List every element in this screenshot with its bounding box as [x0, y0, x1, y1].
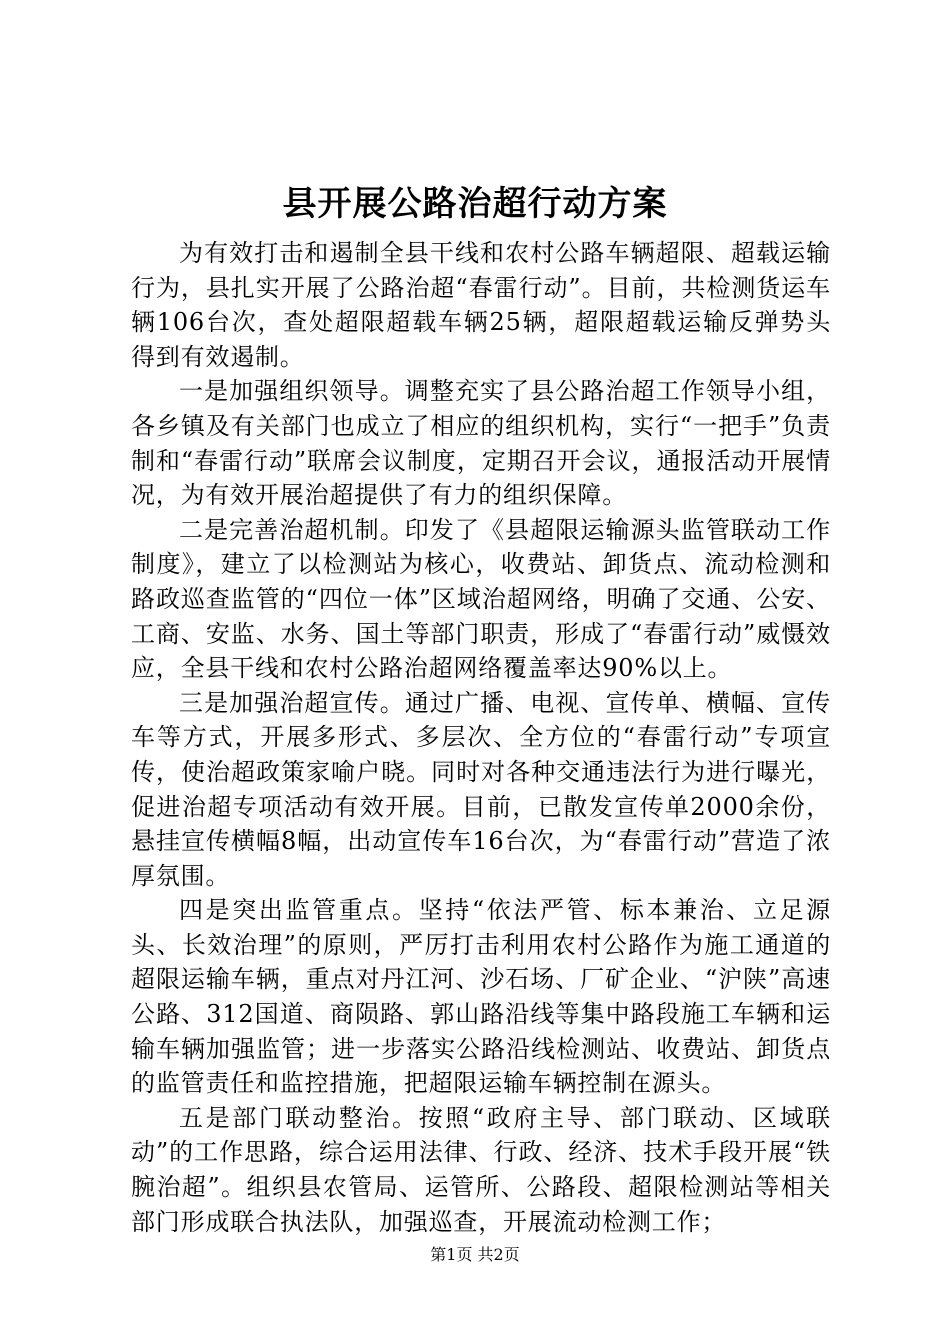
paragraph-mechanism: 二是完善治超机制。印发了《县超限运输源头监管联动工作制度》，建立了以检测站为核心，收费站、卸货点、流动检测和路政巡查监管的“四位一体”区域治超网络，明确了交通、公安、工商、安监、水务、国土等部门职责，形成了“春雷行动”威慑效应，全县干线和农村公路治超网络覆盖率达90%以上。: [131, 515, 831, 683]
document-body: [131, 236, 831, 1239]
paragraph-intro: 为有效打击和遏制全县干线和农村公路车辆超限、超载运输行为，县扎实开展了公路治超“春雷行动”。目前，共检测货运车辆106台次，查处超限超载车辆25辆，超限超载运输反弹势头得到有效遏制。: [131, 239, 831, 371]
paragraph-joint-action: 五是部门联动整治。按照“政府主导、部门联动、区域联动”的工作思路，综合运用法律、行政、经济、技术手段开展“铁腕治超”。组织县农管局、运管所、公路段、超限检测站等相关部门形成联合执法队，加强巡查，开展流动检测工作；: [131, 1103, 831, 1236]
page-number-footer: 第1页 共2页: [430, 1245, 520, 1264]
paragraph-publicity: 三是加强治超宣传。通过广播、电视、宣传单、横幅、宣传车等方式，开展多形式、多层次、全方位的“春雷行动”专项宣传，使治超政策家喻户晓。同时对各种交通违法行为进行曝光，促进治超专项活动有效开展。目前，已散发宣传单2000余份，悬挂宣传横幅8幅，出动宣传车16台次，为“春雷行动”营造了浓厚氛围。: [131, 688, 831, 890]
paragraph-supervision: 四是突出监管重点。坚持“依法严管、标本兼治、立足源头、长效治理”的原则，严厉打击利用农村公路作为施工通道的超限运输车辆，重点对丹江河、沙石场、厂矿企业、“沪陕”高速公路、312国道、商陨路、郭山路沿线等集中路段施工车辆和运输车辆加强监管；进一步落实公路沿线检测站、收费站、卸货点的监管责任和监控措施，把超限运输车辆控制在源头。: [131, 896, 831, 1098]
paragraph-organization: 一是加强组织领导。调整充实了县公路治超工作领导小组，各乡镇及有关部门也成立了相应的组织机构，实行“一把手”负责制和“春雷行动”联席会议制度，定期召开会议，通报活动开展情况，为有效开展治超提供了有力的组织保障。: [131, 377, 831, 510]
document-title: 县开展公路治超行动方案: [282, 184, 668, 224]
